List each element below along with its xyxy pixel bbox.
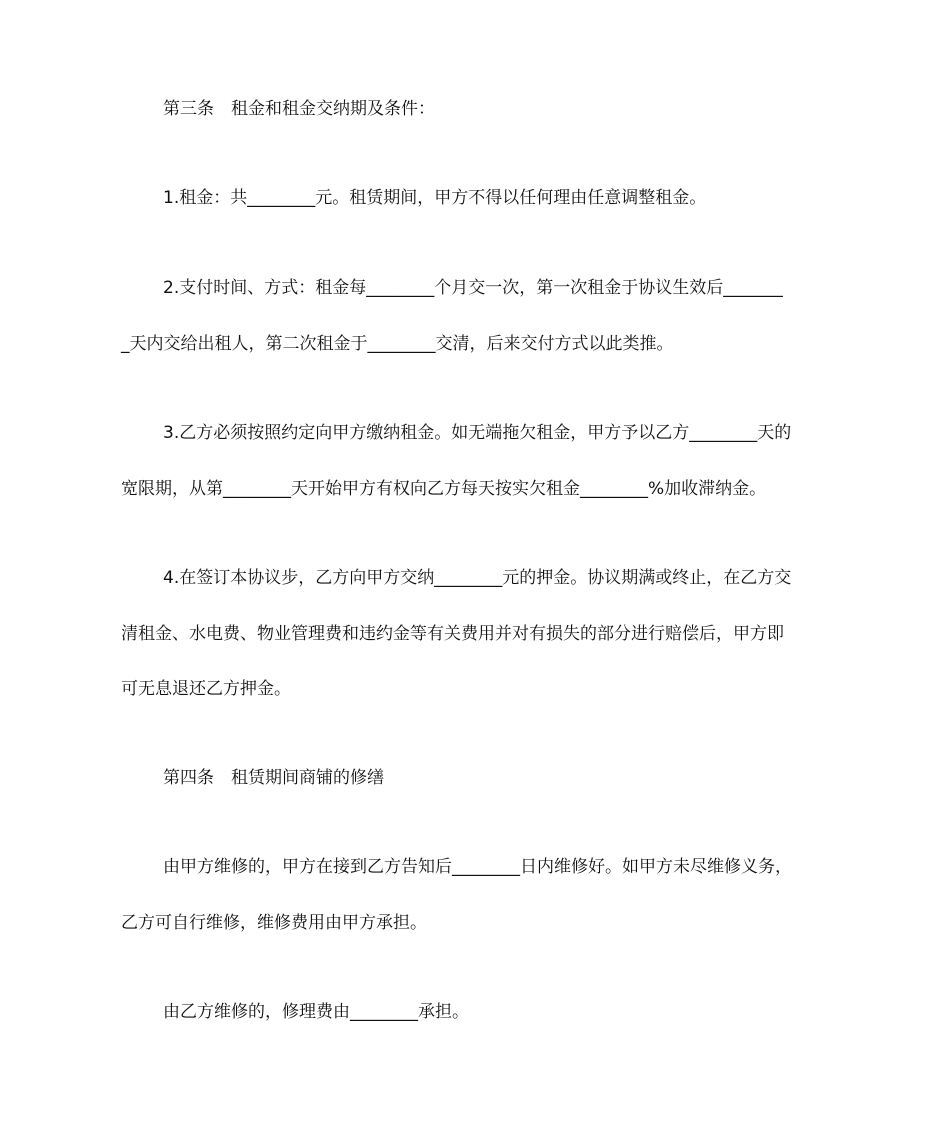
article-3-heading: 第三条 租金和租金交纳期及条件：	[163, 99, 435, 119]
repair-clause-1-line-2: 乙方可自行维修，维修费用由甲方承担。	[121, 913, 427, 933]
article-4-heading: 第四条 租赁期间商铺的修缮	[163, 768, 384, 788]
payment-clause-3-line-1: 3.乙方必须按照约定向甲方缴纳租金。如无端拖欠租金，甲方予以乙方________天的	[163, 423, 792, 443]
deposit-clause-4-line-2: 清租金、水电费、物业管理费和违约金等有关费用并对有损失的部分进行赔偿后，甲方即	[121, 624, 784, 644]
rent-clause-1: 1.租金：共________元。租赁期间，甲方不得以任何理由任意调整租金。	[163, 188, 707, 208]
payment-clause-2-line-1: 2.支付时间、方式：租金每________个月交一次，第一次租金于协议生效后_______	[163, 278, 783, 298]
deposit-clause-4-line-1: 4.在签订本协议步，乙方向甲方交纳________元的押金。协议期满或终止，在乙方交	[163, 568, 792, 588]
repair-clause-2: 由乙方维修的，修理费由________承担。	[163, 1002, 469, 1022]
payment-clause-3-line-2: 宽限期，从第________天开始甲方有权向乙方每天按实欠租金________%加收滞纳金。	[121, 479, 767, 499]
repair-clause-1-line-1: 由甲方维修的，甲方在接到乙方告知后________日内维修好。如甲方未尽维修义务，	[163, 857, 792, 877]
deposit-clause-4-line-3: 可无息退还乙方押金。	[121, 679, 291, 699]
payment-clause-2-line-2: _天内交给出租人，第二次租金于________交清，后来交付方式以此类推。	[121, 334, 674, 354]
